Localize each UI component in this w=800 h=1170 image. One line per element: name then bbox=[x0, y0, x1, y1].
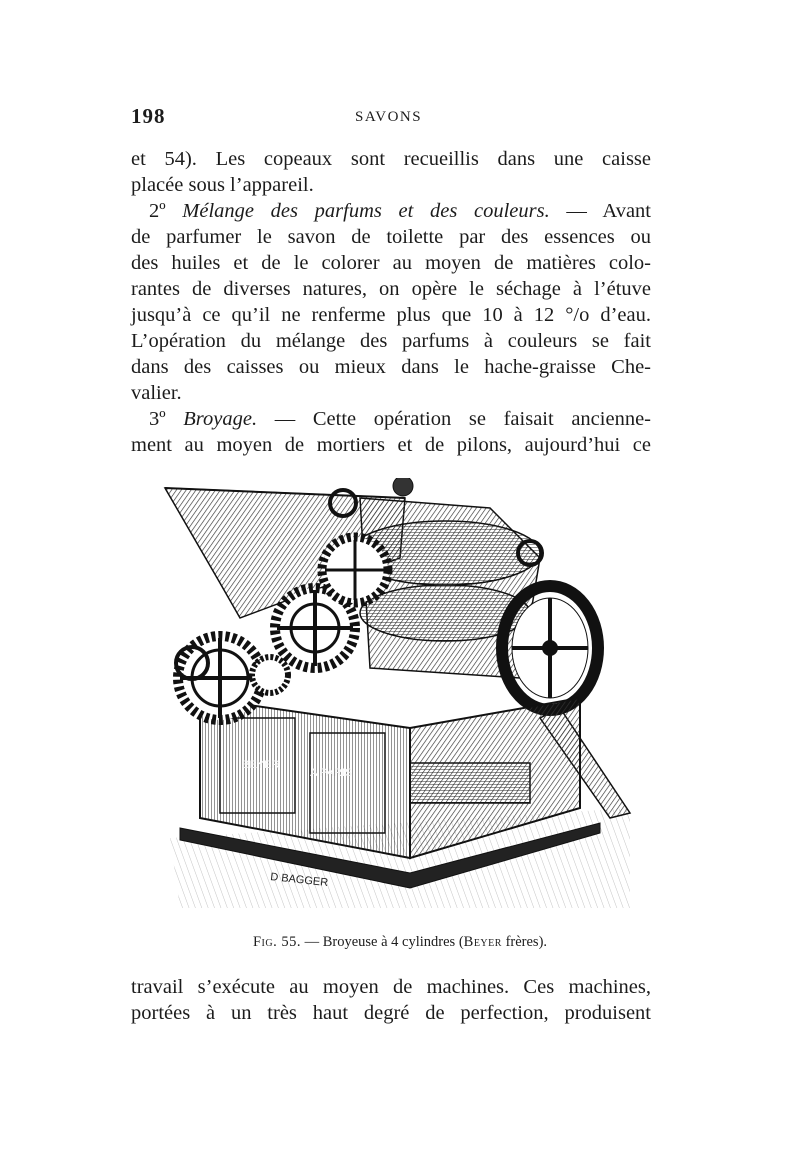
text-line: placée sous l’appareil. bbox=[131, 174, 314, 196]
section-heading-line bbox=[131, 406, 651, 432]
text-line: rantes de diverses natures, on opère le séchage à l’étuve bbox=[131, 278, 651, 300]
caption-label: Fig. 55. bbox=[252, 934, 301, 950]
caption-maker: Beyer bbox=[463, 934, 502, 950]
text-line: valier. bbox=[131, 382, 182, 404]
caption-text: — Broyeuse à 4 cylindres ( bbox=[300, 934, 464, 950]
text-line: L’opération du mélange des parfums à couleurs se fait bbox=[131, 330, 651, 352]
text-line: dans des caisses ou mieux dans le hache-graisse Che- bbox=[131, 356, 651, 378]
maker-mark-right: A PARIS bbox=[310, 767, 352, 779]
body-text-top bbox=[131, 146, 651, 458]
section-number: 3º bbox=[149, 408, 184, 430]
maker-mark-left: BEYER bbox=[242, 759, 280, 771]
text-line: travail s’exécute au moyen de machines. Ces machines, bbox=[131, 976, 651, 998]
section-title: Broyage. bbox=[183, 408, 258, 430]
page-number: 198 bbox=[131, 104, 166, 128]
figure-caption bbox=[0, 934, 800, 951]
machine-engraving bbox=[160, 478, 640, 920]
section-title: Mélange des parfums et des couleurs. bbox=[182, 200, 550, 222]
text-fragment: — Cette opération se faisait ancienne- bbox=[257, 408, 651, 430]
section-heading-line bbox=[131, 198, 651, 224]
section-number: 2º bbox=[149, 200, 183, 222]
text-line: ment au moyen de mortiers et de pilons, aujourd’hui ce bbox=[131, 434, 651, 456]
body-text-bottom bbox=[131, 974, 651, 1026]
caption-text-end: frères). bbox=[501, 934, 548, 950]
engraver-signature: D BAGGER bbox=[269, 871, 329, 890]
text-line: jusqu’à ce qu’il ne renferme plus que 10 à 12 °/o d’eau. bbox=[131, 304, 651, 326]
running-head: SAVONS bbox=[355, 109, 423, 125]
text-line: de parfumer le savon de toilette par des essences ou bbox=[131, 226, 651, 248]
text-line: des huiles et de le colorer au moyen de matières colo- bbox=[131, 252, 651, 274]
text-line: et 54). Les copeaux sont recueillis dans une caisse bbox=[131, 148, 651, 170]
text-fragment: — Avant bbox=[549, 200, 651, 222]
text-line: portées à un très haut degré de perfection, produisent bbox=[131, 1002, 651, 1024]
